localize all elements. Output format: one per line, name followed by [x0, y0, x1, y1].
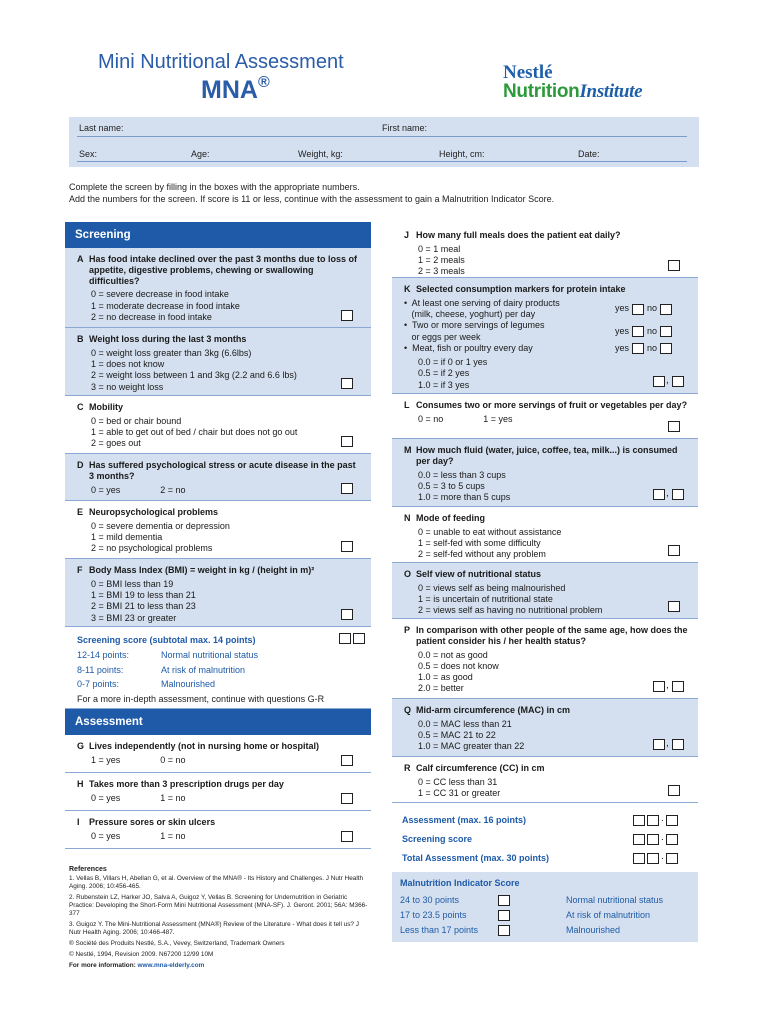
question-b [65, 328, 371, 396]
option: 2 = views self as having no nutritional problem [418, 605, 603, 616]
option: 0 = BMI less than 19 [91, 578, 174, 589]
question-letter: A [77, 254, 84, 264]
nestle-logo [503, 63, 703, 102]
question-i [65, 811, 371, 849]
option: 0 = 1 meal [418, 243, 461, 254]
question-h [65, 773, 371, 811]
option: 0 = yes [91, 792, 121, 803]
score-range-row [65, 677, 371, 692]
score-box-e[interactable] [341, 541, 353, 552]
score-box-l[interactable] [668, 421, 680, 432]
malnutrition-indicator-box [392, 872, 698, 942]
option: 3 = BMI 23 or greater [91, 612, 177, 623]
mis-checkbox[interactable] [498, 910, 510, 921]
option: 1 = yes [483, 413, 513, 424]
question-letter: G [77, 741, 85, 751]
yes-label: yes [614, 342, 629, 353]
question-letter: Q [404, 705, 412, 715]
digit-box[interactable] [647, 853, 659, 864]
option: 1 = no [160, 792, 186, 803]
digit-box[interactable] [353, 633, 365, 644]
option: 1.0 = more than 5 cups [418, 492, 511, 503]
trademark-note: ® Société des Produits Nestlé, S.A., Vevey, Switzerland, Trademark Owners [69, 939, 285, 947]
question-title: Mode of feeding [416, 513, 485, 523]
option: 0.0 = not as good [418, 649, 488, 660]
question-letter: L [404, 400, 410, 410]
question-letter: I [77, 817, 80, 827]
totals-block [392, 803, 698, 874]
no-box[interactable] [660, 304, 672, 315]
question-letter: H [77, 779, 84, 789]
bullet: • [404, 297, 408, 308]
yes-no-meat [615, 343, 672, 354]
option: 1 = self-fed with some difficulty [418, 538, 541, 549]
instruction-line-1: Complete the screen by filling in the boxes with the appropriate numbers. [69, 182, 360, 192]
yes-box[interactable] [632, 343, 644, 354]
k-item-dairy [404, 298, 688, 321]
question-letter: E [77, 507, 84, 517]
question-j [392, 222, 698, 278]
question-title: How many full meals does the patient eat daily? [416, 230, 621, 240]
score-range-row [65, 663, 371, 678]
digit-box[interactable] [633, 815, 645, 826]
question-e [65, 501, 371, 559]
option: 0.5 = if 2 yes [418, 368, 470, 379]
question-title: How much fluid (water, juice, coffee, tea, milk...) is consumed per day? [416, 445, 678, 466]
question-q [392, 699, 698, 757]
left-column [65, 222, 371, 849]
date-field[interactable]: Date: [578, 149, 600, 159]
question-letter: M [404, 445, 412, 455]
question-n [392, 507, 698, 563]
patient-info-box [69, 117, 699, 167]
no-label: no [646, 342, 657, 353]
logo-nutrition-text: Nutrition [503, 81, 580, 102]
mis-checkbox[interactable] [498, 895, 510, 906]
assessment-total-label: Assessment (max. 16 points) [402, 815, 527, 826]
option: 2.0 = better [418, 683, 464, 694]
decimal-separator [667, 489, 670, 500]
option: 0 = no [160, 754, 186, 765]
grand-total-row [402, 849, 688, 868]
option: 1 = yes [91, 754, 121, 765]
bullet: • [404, 342, 408, 353]
item-text: At least one serving of dairy products [411, 297, 560, 308]
question-title: Has food intake declined over the past 3 months due to loss of appetite, digestive problems, chewing or swallowing difficulties? [89, 254, 358, 286]
copyright-note: © Nestlé, 1994, Revision 2009. N67200 12/99 10M [69, 950, 214, 958]
digit-box[interactable] [672, 681, 684, 692]
option: 2 = self-fed without any problem [418, 549, 546, 560]
score-box-d[interactable] [341, 483, 353, 494]
logo-nutrition-institute [503, 82, 703, 102]
question-title: Mid-arm circumference (MAC) in cm [416, 705, 571, 715]
item-text: or eggs per week [411, 331, 481, 342]
assessment-heading: Assessment [65, 709, 371, 735]
option: 1 = BMI 19 to less than 21 [91, 590, 196, 601]
question-letter: N [404, 513, 411, 523]
logo-nestle-text: Nestlé [503, 62, 553, 83]
score-box-o[interactable] [668, 601, 680, 612]
continue-note: For a more in-depth assessment, continue with questions G-R [77, 694, 325, 705]
screening-score-title: Screening score (subtotal max. 14 points) [77, 635, 256, 645]
bullet: • [404, 320, 408, 331]
option: 0 = yes [91, 830, 121, 841]
score-box-r[interactable] [668, 785, 680, 796]
score-box-a[interactable] [341, 310, 353, 321]
option: 0 = yes [91, 484, 121, 495]
option: 1 = mild dementia [91, 532, 163, 543]
assessment-total-boxes[interactable]: . [633, 815, 678, 826]
option: 0 = CC less than 31 [418, 776, 498, 787]
more-info-link[interactable]: www.mna-elderly.com [137, 961, 205, 969]
digit-box[interactable] [647, 834, 659, 845]
question-letter: C [77, 402, 84, 412]
option: 1 = able to get out of bed / chair but does not go out [91, 427, 298, 438]
question-f [65, 559, 371, 627]
digit-box[interactable] [666, 853, 678, 864]
option: 0.0 = MAC less than 21 [418, 718, 512, 729]
acronym-text: MNA [201, 76, 258, 104]
option: 0 = bed or chair bound [91, 415, 182, 426]
digit-box[interactable] [339, 633, 351, 644]
digit-box[interactable] [653, 681, 665, 692]
question-letter: K [404, 284, 411, 294]
option: 1 = 2 meals [418, 255, 465, 266]
mis-row [400, 908, 690, 923]
form-title: Mini Nutritional Assessment [98, 51, 344, 73]
digit-box[interactable] [672, 489, 684, 500]
weight-field[interactable]: Weight, kg: [298, 149, 343, 159]
screening-score-boxes[interactable] [339, 633, 365, 644]
item-text: Meat, fish or poultry every day [412, 342, 533, 353]
digit-box[interactable] [666, 834, 678, 845]
score-box-q[interactable] [653, 739, 684, 750]
digit-box[interactable] [633, 853, 645, 864]
score-range: 0-7 points: [77, 679, 120, 690]
mis-range: 24 to 30 points [400, 894, 460, 905]
option: 0 = unable to eat without assistance [418, 526, 562, 537]
yes-no-legumes [615, 326, 672, 337]
mis-range: 17 to 23.5 points [400, 909, 467, 920]
mis-checkbox[interactable] [498, 925, 510, 936]
option: 1 = is uncertain of nutritional state [418, 594, 553, 605]
yes-no-dairy [615, 303, 672, 314]
question-c [65, 396, 371, 454]
form-acronym [201, 75, 270, 105]
instructions [69, 182, 709, 205]
no-box[interactable] [660, 326, 672, 337]
question-d [65, 454, 371, 501]
score-box-k[interactable] [653, 376, 684, 387]
question-title: Calf circumference (CC) in cm [416, 763, 545, 773]
digit-box[interactable] [653, 739, 665, 750]
question-a [65, 248, 371, 328]
k-item-meat [404, 343, 688, 354]
question-letter: O [404, 569, 412, 579]
question-r [392, 757, 698, 803]
option: 0.0 = if 0 or 1 yes [418, 357, 488, 368]
question-title: In comparison with other people of the same age, how does the patient consider his / her health status? [416, 625, 688, 646]
question-letter: R [404, 763, 411, 773]
references-title: References [69, 866, 107, 873]
assessment-total-row [402, 811, 688, 830]
screening-score-block [65, 627, 371, 709]
registered-mark: ® [257, 74, 270, 91]
score-box-g[interactable] [341, 755, 353, 766]
question-title: Pressure sores or skin ulcers [89, 817, 216, 827]
reference-item: 2. Rubenstein LZ, Harker JO, Salva A, Guigoz Y, Vellas B. Screening for Undernutrition in Geriatric Practice: Developing the Short-Form Mini Nutritional Assessment (MNA-SF). J. Geront. 2001; 56A: M366-377 [69, 893, 368, 917]
question-title: Lives independently (not in nursing home or hospital) [89, 741, 320, 751]
references [69, 866, 369, 973]
question-title: Weight loss during the last 3 months [89, 334, 247, 344]
score-box-n[interactable] [668, 545, 680, 556]
score-box-h[interactable] [341, 793, 353, 804]
name-underline [77, 136, 687, 137]
score-box-j[interactable] [668, 260, 680, 271]
mis-label: Malnourished [566, 924, 621, 935]
score-box-f[interactable] [341, 609, 353, 620]
score-range-row [65, 648, 371, 663]
question-title: Body Mass Index (BMI) = weight in kg / (height in m)² [89, 565, 315, 575]
option: 0.5 = MAC 21 to 22 [418, 730, 496, 741]
mis-row [400, 923, 690, 938]
reference-item: 3. Guigoz Y. The Mini-Nutritional Assessment (MNA®) Review of the Literature - What does it tell us? J Nutr Health Aging. 2006; 10:466-487. [69, 920, 359, 936]
mis-title: Malnutrition Indicator Score [400, 878, 520, 888]
yes-box[interactable] [632, 304, 644, 315]
score-box-m[interactable] [653, 489, 684, 500]
question-title: Neuropsychological problems [89, 507, 219, 517]
option: 1 = CC 31 or greater [418, 788, 501, 799]
screening-heading: Screening [65, 222, 371, 248]
question-title: Selected consumption markers for protein intake [416, 284, 626, 294]
height-field[interactable]: Height, cm: [439, 149, 485, 159]
first-name-field[interactable]: First name: [382, 123, 428, 133]
option: 3 = no weight loss [91, 381, 164, 392]
no-box[interactable] [660, 343, 672, 354]
grand-total-label: Total Assessment (max. 30 points) [402, 853, 550, 864]
reference-item: 1. Vellas B, Villars H, Abellan G, et al. Overview of the MNA® - Its History and Challenges. J Nutr Health Aging. 2006; 10:456-465. [69, 874, 364, 890]
option: 2 = no [160, 484, 186, 495]
mis-label: Normal nutritional status [566, 894, 664, 905]
screening-total-row [402, 830, 688, 849]
yes-label: yes [614, 325, 629, 336]
score-label: Normal nutritional status [161, 649, 259, 660]
option: 1.0 = as good [418, 672, 473, 683]
option: 2 = weight loss between 1 and 3kg (2.2 and 6.6 lbs) [91, 370, 297, 381]
mis-label: At risk of malnutrition [566, 909, 651, 920]
logo-institute-text: Institute [579, 81, 643, 102]
question-p [392, 619, 698, 699]
question-o [392, 563, 698, 619]
digit-box[interactable] [672, 739, 684, 750]
question-letter: B [77, 334, 84, 344]
question-title: Mobility [89, 402, 123, 412]
score-box-b[interactable] [341, 378, 353, 389]
score-box-i[interactable] [341, 831, 353, 842]
screening-total-boxes[interactable]: . [633, 834, 678, 845]
no-label: no [646, 325, 657, 336]
yes-label: yes [614, 303, 629, 314]
more-info-label: For more information: [69, 961, 136, 969]
right-column [392, 222, 698, 874]
digit-box[interactable] [653, 489, 665, 500]
digit-box[interactable] [666, 815, 678, 826]
option: 0 = weight loss greater than 3kg (6.6lbs) [91, 347, 252, 358]
option: 2 = BMI 21 to less than 23 [91, 601, 196, 612]
question-m [392, 439, 698, 507]
question-title: Consumes two or more servings of fruit or vegetables per day? [416, 400, 688, 410]
more-info [69, 962, 369, 970]
option: 2 = no decrease in food intake [91, 311, 212, 322]
option: 0 = severe decrease in food intake [91, 289, 229, 300]
sex-field[interactable]: Sex: [79, 149, 98, 159]
question-letter: D [77, 460, 84, 470]
option: 0 = views self as being malnourished [418, 582, 566, 593]
question-letter: F [77, 565, 83, 575]
option: 1 = does not know [91, 359, 165, 370]
item-text: (milk, cheese, yoghurt) per day [411, 309, 536, 320]
score-label: Malnourished [161, 679, 216, 690]
question-l [392, 394, 698, 439]
digit-box[interactable] [672, 376, 684, 387]
option: 1.0 = MAC greater than 22 [418, 741, 525, 752]
last-name-field[interactable]: Last name: [79, 123, 124, 133]
option: 1 = moderate decrease in food intake [91, 300, 240, 311]
score-box-p[interactable] [653, 681, 684, 692]
details-underline [77, 161, 687, 162]
question-title: Self view of nutritional status [416, 569, 542, 579]
grand-total-boxes[interactable]: . [633, 853, 678, 864]
score-box-c[interactable] [341, 436, 353, 447]
option: 0 = no [418, 413, 444, 424]
option: 0.5 = 3 to 5 cups [418, 480, 485, 491]
option: 0 = severe dementia or depression [91, 520, 230, 531]
question-title: Takes more than 3 prescription drugs per day [89, 779, 284, 789]
screening-total-label: Screening score [402, 834, 473, 845]
digit-box[interactable] [653, 376, 665, 387]
mis-row [400, 893, 690, 908]
question-letter: P [404, 625, 411, 635]
option: 1 = no [160, 830, 186, 841]
digit-box[interactable] [633, 834, 645, 845]
mis-range: Less than 17 points [400, 924, 479, 935]
option: 0.5 = does not know [418, 660, 499, 671]
question-title: Has suffered psychological stress or acute disease in the past 3 months? [89, 460, 356, 481]
score-range: 8-11 points: [77, 664, 124, 675]
instruction-line-2: Add the numbers for the screen. If score is 11 or less, continue with the assessment to gain a Malnutrition Indicator Score. [69, 193, 555, 204]
option: 2 = no psychological problems [91, 543, 213, 554]
option: 0.0 = less than 3 cups [418, 469, 506, 480]
age-field[interactable]: Age: [191, 149, 210, 159]
score-label: At risk of malnutrition [161, 664, 246, 675]
question-k [392, 278, 698, 394]
decimal-separator [667, 681, 670, 692]
decimal-separator [667, 376, 670, 387]
option: 1.0 = if 3 yes [418, 379, 470, 390]
option: 2 = goes out [91, 438, 141, 449]
score-range: 12-14 points: [77, 649, 130, 660]
question-g [65, 735, 371, 773]
item-text: Two or more servings of legumes [412, 320, 545, 331]
option: 2 = 3 meals [418, 266, 465, 277]
decimal-separator [667, 739, 670, 750]
question-letter: J [404, 230, 410, 240]
yes-box[interactable] [632, 326, 644, 337]
no-label: no [646, 303, 657, 314]
digit-box[interactable] [647, 815, 659, 826]
k-item-legumes [404, 320, 688, 343]
